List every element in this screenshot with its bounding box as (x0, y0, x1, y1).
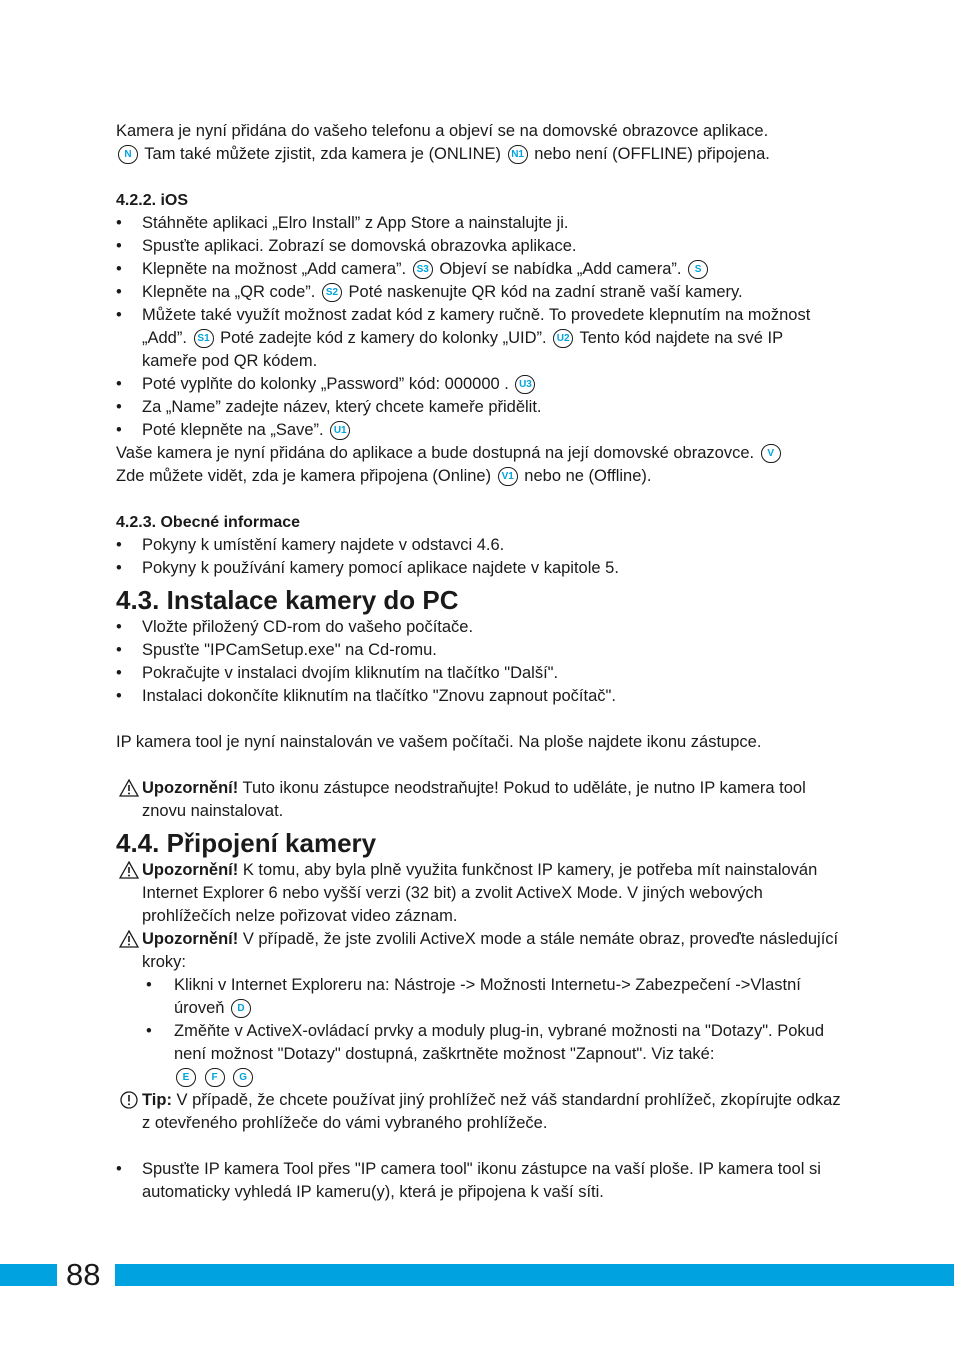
exclamation-circle-icon (120, 1091, 138, 1109)
connect-warning-note-2: Upozornění! V případě, že jste zvolili ActiveX mode a stále nemáte obraz, proveďte následující kroky: (116, 928, 841, 974)
badge-u2: U2 (553, 329, 573, 348)
pc-warning-note: Upozornění! Tuto ikonu zástupce neodstraňujte! Pokud to uděláte, je nutno IP kamera tool znovu nainstalovat. (116, 777, 841, 823)
intro-paragraph: Kamera je nyní přidána do vašeho telefonu a objeví se na domovské obrazovce aplikace. N Tam také můžete zjistit, zda kamera je (ONLINE) N1 nebo není (OFFLINE) připojena. (116, 122, 770, 163)
badge-s2: S2 (322, 283, 342, 302)
ios-steps-list (116, 212, 841, 442)
section-connect-heading: 4.4. Připojení kamery (116, 828, 377, 858)
section-general-heading: 4.2.3. Obecné informace (116, 514, 301, 531)
list-item: • Poté klepněte na „Save”. U1 (116, 419, 841, 442)
list-item: • Za „Name” zadejte název, který chcete kameře přidělit. (116, 396, 841, 419)
badge-s1: S1 (194, 329, 214, 348)
list-item: • Pokyny k umístění kamery najdete v odstavci 4.6. (116, 534, 841, 557)
badge-u3: U3 (515, 375, 535, 394)
section-pc-heading: 4.3. Instalace kamery do PC (116, 585, 459, 615)
general-list (116, 534, 841, 580)
tip-label: Tip: (142, 1091, 172, 1109)
badge-u1: U1 (330, 421, 350, 440)
badge-d: D (231, 999, 251, 1018)
badge-s3: S3 (413, 260, 433, 279)
final-list (116, 1158, 841, 1204)
warning-label: Upozornění! (142, 779, 239, 797)
badge-v1: V1 (498, 467, 518, 486)
list-item: • Pokračujte v instalaci dvojím kliknutím na tlačítko "Další". (116, 662, 841, 685)
list-item: • Klepněte na možnost „Add camera”. S3 Objeví se nabídka „Add camera”. S (116, 258, 841, 281)
warning-triangle-icon (119, 861, 139, 879)
tip-note: Tip: V případě, že chcete používat jiný prohlížeč než váš standardní prohlížeč, zkopírujte odkaz z otevřeného prohlížeče do vámi vybraného prohlížeče. (116, 1089, 841, 1135)
list-item: • Můžete také využít možnost zadat kód z kamery ručně. To provedete klepnutím na možnost „Add”. S1 Poté zadejte kód z kamery do kolonky „UID”. U2 Tento kód najdete na své IP kameře pod QR kódem. (116, 304, 841, 373)
warning-triangle-icon (119, 930, 139, 948)
badge-s: S (688, 260, 708, 279)
warning-label: Upozornění! (142, 861, 239, 879)
pc-paragraph: IP kamera tool je nyní nainstalován ve vašem počítači. Na ploše najdete ikonu zástupce. (116, 733, 762, 751)
page-number: 88 (66, 1257, 101, 1292)
ios-after-paragraph: Vaše kamera je nyní přidána do aplikace a bude dostupná na její domovské obrazovce. V Zde můžete vidět, zda je kamera připojena (Online) V1 nebo ne (Offline). (116, 442, 841, 488)
list-item: • Pokyny k používání kamery pomocí aplikace najdete v kapitole 5. (116, 557, 841, 580)
badge-n1: N1 (508, 145, 528, 164)
list-item: • Poté vyplňte do kolonky „Password” kód: 000000 . U3 (116, 373, 841, 396)
connect-warning-note-1: Upozornění! K tomu, aby byla plně využita funkčnost IP kamery, je potřeba mít nainstalován Internet Explorer 6 nebo vyšší verzi (32 bit) a zvolit ActiveX Mode. V jiných webových prohlížečích nelze pořizovat video záznam. (116, 859, 841, 928)
list-item: • Stáhněte aplikaci „Elro Install” z App Store a nainstalujte ji. (116, 212, 841, 235)
badge-e: E (176, 1068, 196, 1087)
page-content (116, 120, 841, 1204)
pc-steps-list (116, 616, 841, 708)
section-ios-heading: 4.2.2. iOS (116, 192, 189, 209)
badge-f: F (205, 1068, 225, 1087)
list-item: • Spusťte aplikaci. Zobrazí se domovská obrazovka aplikace. (116, 235, 841, 258)
badge-g: G (233, 1068, 253, 1087)
list-item: • Klikni v Internet Exploreru na: Nástroje -> Možnosti Internetu-> Zabezpečení ->Vlastní úroveň D (116, 974, 841, 1020)
warning-triangle-icon (119, 779, 139, 797)
list-item: • Klepněte na „QR code”. S2 Poté naskenujte QR kód na zadní straně vaší kamery. (116, 281, 841, 304)
list-item: • Změňte v ActiveX-ovládací prvky a moduly plug-in, vybrané možnosti na "Dotazy". Pokud není možnost "Dotazy" dostupná, zaškrtněte možnost "Zapnout". Viz také: E F G (116, 1020, 841, 1089)
activex-steps-list (116, 974, 841, 1089)
warning-label: Upozornění! (142, 930, 239, 948)
list-item: • Vložte přiložený CD-rom do vašeho počítače. (116, 616, 841, 639)
list-item: • Instalaci dokončíte kliknutím na tlačítko "Znovu zapnout počítač". (116, 685, 841, 708)
badge-v: V (761, 444, 781, 463)
list-item: • Spusťte "IPCamSetup.exe" na Cd-romu. (116, 639, 841, 662)
list-item: • Spusťte IP kamera Tool přes "IP camera tool" ikonu zástupce na vaší ploše. IP kamera tool si automaticky vyhledá IP kameru(y), která je připojena k vaší síti. (116, 1158, 841, 1204)
footer-accent-bar (0, 1264, 954, 1286)
badge-n: N (118, 145, 138, 164)
